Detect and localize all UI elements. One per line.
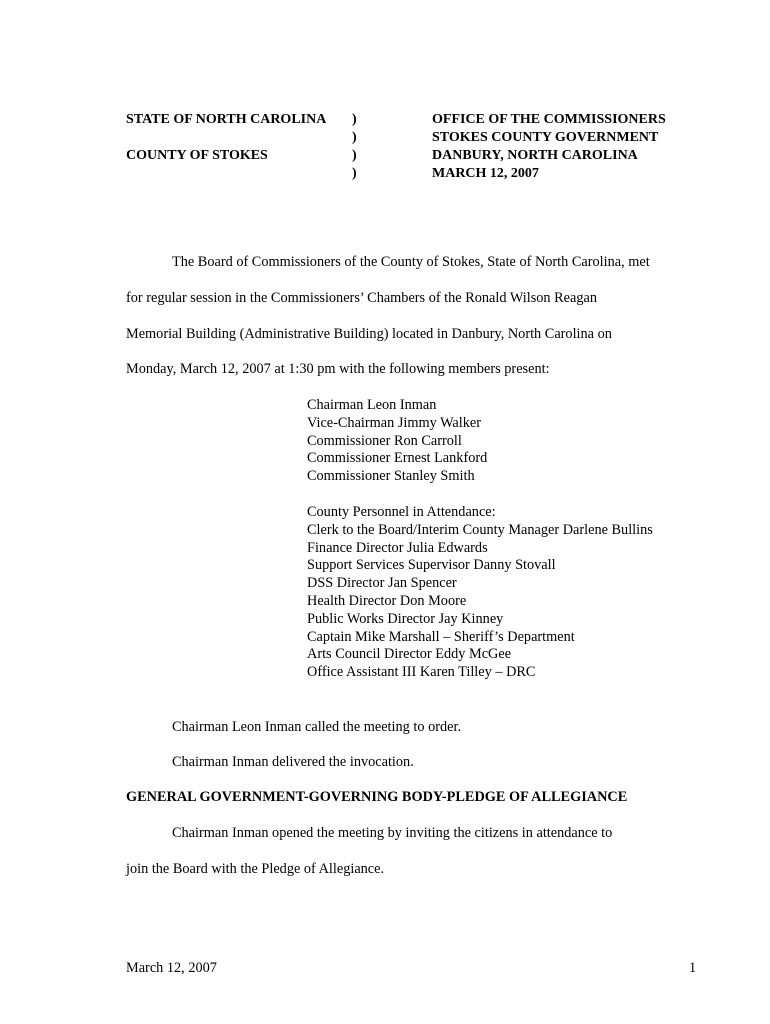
caption-right-line: STOKES COUNTY GOVERNMENT <box>432 130 659 145</box>
caption-left-line: STATE OF NORTH CAROLINA <box>126 112 327 127</box>
caption-left <box>126 111 326 183</box>
section-line: Chairman Inman opened the meeting by inviting the citizens in attendance to <box>172 825 613 841</box>
caption-paren: ) <box>352 166 357 181</box>
caption-left-line <box>126 165 326 183</box>
personnel-item: Finance Director Julia Edwards <box>307 539 488 556</box>
member-item: Commissioner Ernest Lankford <box>307 450 488 467</box>
statement-call-to-order: Chairman Leon Inman called the meeting to order. <box>172 719 462 735</box>
member-item: Vice-Chairman Jimmy Walker <box>307 414 482 431</box>
intro-line: for regular session in the Commissioners’ Chambers of the Ronald Wilson Reagan <box>126 290 598 306</box>
personnel-item: Health Director Don Moore <box>307 592 467 609</box>
caption-parens <box>352 111 357 183</box>
personnel-item: Support Services Supervisor Danny Stovall <box>307 557 556 574</box>
member-item: Commissioner Stanley Smith <box>307 468 475 485</box>
caption-right-line: DANBURY, NORTH CAROLINA <box>432 148 638 163</box>
caption-paren: ) <box>352 130 357 145</box>
caption-right-line: OFFICE OF THE COMMISSIONERS <box>432 112 666 127</box>
member-item: Commissioner Ron Carroll <box>307 432 462 449</box>
statement-invocation: Chairman Inman delivered the invocation. <box>172 754 414 770</box>
section-heading: GENERAL GOVERNMENT-GOVERNING BODY-PLEDGE OF ALLEGIANCE <box>126 789 628 805</box>
personnel-item: Captain Mike Marshall – Sheriff’s Department <box>307 628 575 645</box>
caption-right-line: MARCH 12, 2007 <box>432 166 539 181</box>
section-line: join the Board with the Pledge of Allegiance. <box>126 861 385 877</box>
page-number: 1 <box>689 960 697 976</box>
intro-line: Memorial Building (Administrative Building) located in Danbury, North Carolina on <box>126 326 612 342</box>
intro-line: Monday, March 12, 2007 at 1:30 pm with the following members present: <box>126 361 550 377</box>
personnel-item: Office Assistant III Karen Tilley – DRC <box>307 664 536 681</box>
footer-date: March 12, 2007 <box>126 960 217 976</box>
personnel-item: Public Works Director Jay Kinney <box>307 610 504 627</box>
personnel-item: DSS Director Jan Spencer <box>307 575 457 592</box>
personnel-list <box>307 504 653 682</box>
caption-left-line: COUNTY OF STOKES <box>126 148 268 163</box>
personnel-item: Arts Council Director Eddy McGee <box>307 646 512 663</box>
caption-left-line <box>126 129 326 147</box>
personnel-item: Clerk to the Board/Interim County Manager Darlene Bullins <box>307 521 653 538</box>
caption-paren: ) <box>352 148 357 163</box>
caption-paren: ) <box>352 112 357 127</box>
member-item: Chairman Leon Inman <box>307 397 437 413</box>
caption-right <box>432 111 666 183</box>
personnel-heading: County Personnel in Attendance: <box>307 504 496 520</box>
members-list <box>307 397 487 486</box>
intro-line: The Board of Commissioners of the County of Stokes, State of North Carolina, met <box>172 254 650 270</box>
